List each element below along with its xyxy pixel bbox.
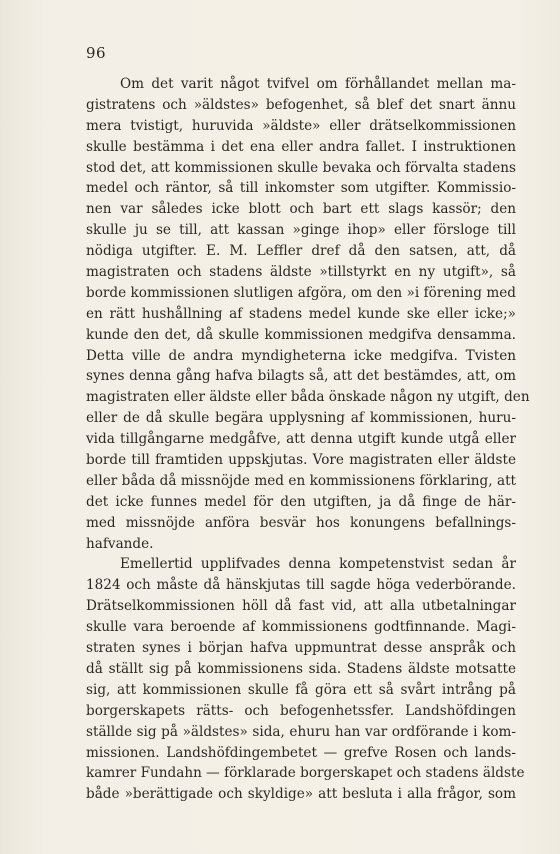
paragraph [86, 554, 525, 805]
text-line: Drätselkommissionen höll då fast vid, att alla utbetalningar [86, 598, 516, 615]
text-line: magistraten och stadens äldste »tillstyrkt en ny utgift», så [86, 264, 516, 281]
text-line: Emellertid upplifvades denna kompetenstvist sedan år [120, 556, 516, 573]
paragraph [86, 74, 530, 554]
text-line: mera tvistigt, huruvida »äldste» eller drätselkommissionen [86, 117, 516, 134]
text-line: sig, att kommissionen skulle få göra ett så svårt intrång på [86, 681, 516, 698]
text-line: skulle ju se till, att kassan »ginge ihop» eller försloge till [86, 222, 516, 239]
text-line: kamrer Fundahn — förklarade borgerskapet och stadens äldste [86, 765, 525, 782]
text-line: skulle vara beroende af kommissionens godtfinnande. Magi- [86, 619, 516, 636]
text-line: nen var således icke blott och bart ett slags kassör; den [86, 201, 516, 218]
text-line: eller båda då missnöjde med en kommissionens förklaring, att [86, 472, 516, 489]
text-line: ställde sig på »äldstes» sida, ehuru han var ordförande i kom- [86, 723, 516, 740]
text-line: gistratens och »äldstes» befogenhet, så blef det snart ännu [86, 96, 516, 113]
text-line: borde kommissionen slutligen afgöra, om den »i förening med [86, 284, 516, 301]
text-line: då ställt sig på kommissionens sida. Stadens äldste motsatte [86, 660, 516, 677]
text-line: borgerskapets rätts- och befogenhetssfer. Landshöfdingen [86, 702, 516, 719]
text-line: med missnöjde anföra besvär hos konungens befallnings- [86, 514, 516, 531]
text-line: stod det, att kommissionen skulle bevaka och förvalta stadens [86, 159, 516, 176]
text-line: medel och räntor, så till inkomster som utgifter. Kommissio- [86, 180, 516, 197]
text-line: straten synes i början hafva uppmuntrat desse anspråk och [86, 640, 516, 657]
text-line: Detta ville de andra myndigheterna icke medgifva. Tvisten [86, 347, 516, 364]
text-line: hafvande. [86, 535, 154, 552]
text-line: 1824 och måste då hänskjutas till sagde höga vederbörande. [86, 577, 516, 594]
text-line: eller de då skulle begära upplysning af kommissionen, huru- [86, 410, 516, 427]
text-line: missionen. Landshöfdingembetet — grefve Rosen och lands- [86, 744, 516, 761]
text-line: både »berättigade och skyldige» att besluta i alla frågor, som [86, 786, 516, 803]
text-line: nödiga utgifter. E. M. Leffler dref då den satsen, att, då [86, 243, 516, 260]
text-line: det icke funnes medel för den utgiften, ja då finge de här- [86, 493, 516, 510]
body-text [86, 74, 530, 805]
text-line: en rätt hushållning af stadens medel kunde ske eller icke;» [86, 305, 516, 322]
text-line: synes denna gång hafva bilagts så, att det bestämdes, att, om [86, 368, 516, 385]
page-number: 96 [86, 44, 107, 62]
text-line: Om det varit något tvifvel om förhållandet mellan ma- [120, 76, 516, 92]
text-line: magistraten eller äldste eller båda önskade någon ny utgift, den [86, 389, 530, 406]
text-line: borde till framtiden uppskjutas. Vore magistraten eller äldste [86, 452, 516, 469]
text-line: skulle bestämma i det ena eller andra fallet. I instruktionen [86, 138, 516, 155]
text-line: vida tillgångarne medgåfve, att denna utgift kunde utgå eller [86, 431, 516, 448]
text-line: kunde den det, då skulle kommissionen medgifva densamma. [86, 326, 516, 343]
